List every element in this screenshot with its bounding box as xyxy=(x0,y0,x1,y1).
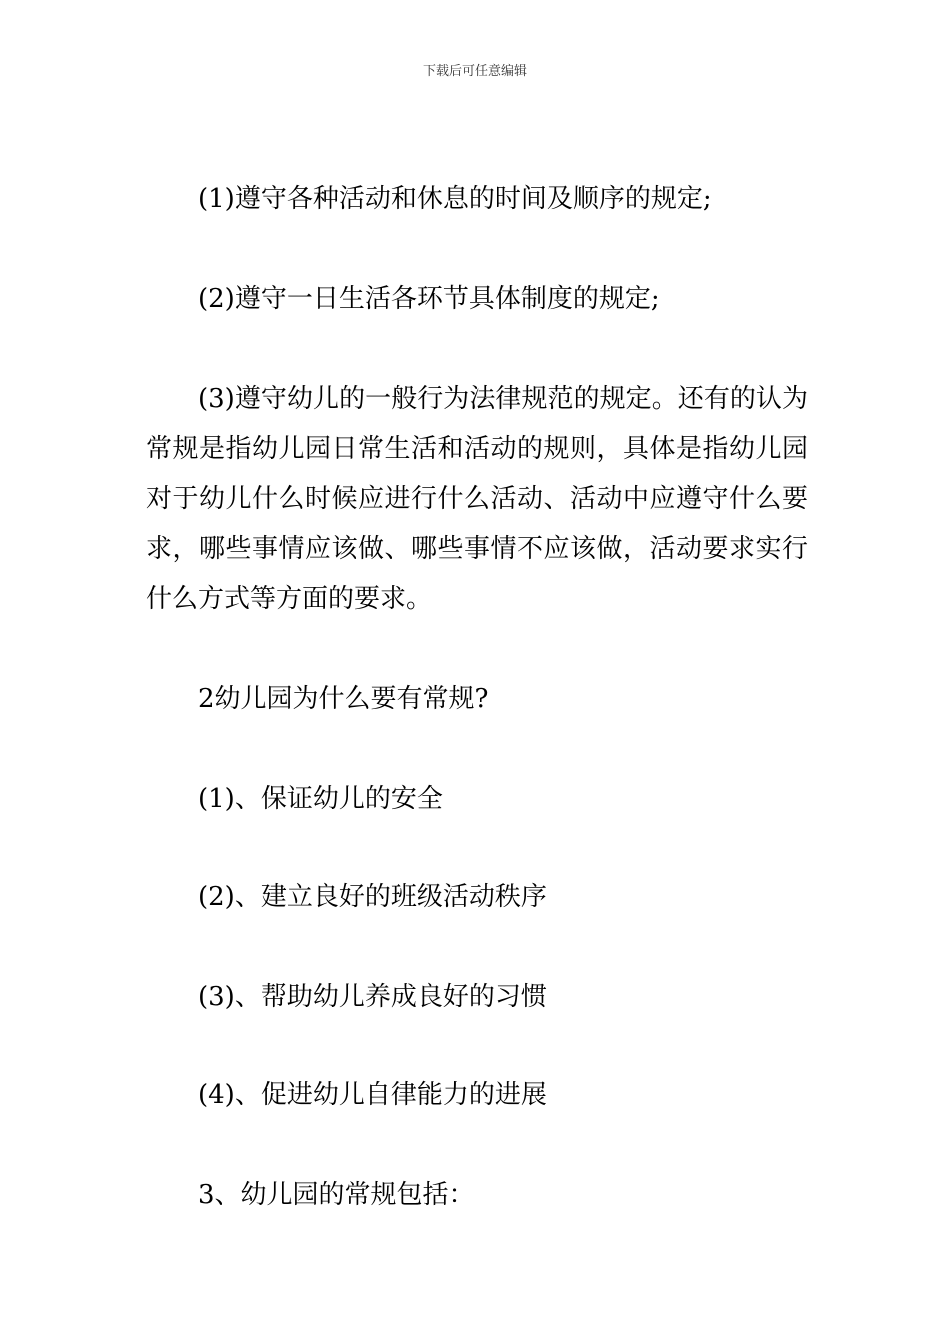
list-item-1: (1)、保证幼儿的安全 xyxy=(198,784,443,814)
section-heading-3: 3、幼儿园的常规包括： xyxy=(198,1180,475,1210)
paragraph-3: (3)遵守幼儿的一般行为法律规范的规定。还有的认为常规是指幼儿园日常生活和活动的规则，具体是指幼儿园对于幼儿什么时候应进行什么活动、活动中应遵守什么要求，哪些事情应该做、哪些事情不应该做，活动要求实行什么方式等方面的要求。 xyxy=(146,384,808,614)
list-item-2: (2)、建立良好的班级活动秩序 xyxy=(198,882,547,912)
paragraph-1: (1)遵守各种活动和休息的时间及顺序的规定; xyxy=(198,184,712,214)
paragraph-2: (2)遵守一日生活各环节具体制度的规定; xyxy=(198,284,660,314)
page-header-note: 下载后可任意编辑 xyxy=(422,64,527,79)
list-item-3: (3)、帮助幼儿养成良好的习惯 xyxy=(198,982,547,1012)
list-item-4: (4)、促进幼儿自律能力的进展 xyxy=(198,1080,547,1110)
section-heading-2: 2幼儿园为什么要有常规? xyxy=(198,684,489,714)
